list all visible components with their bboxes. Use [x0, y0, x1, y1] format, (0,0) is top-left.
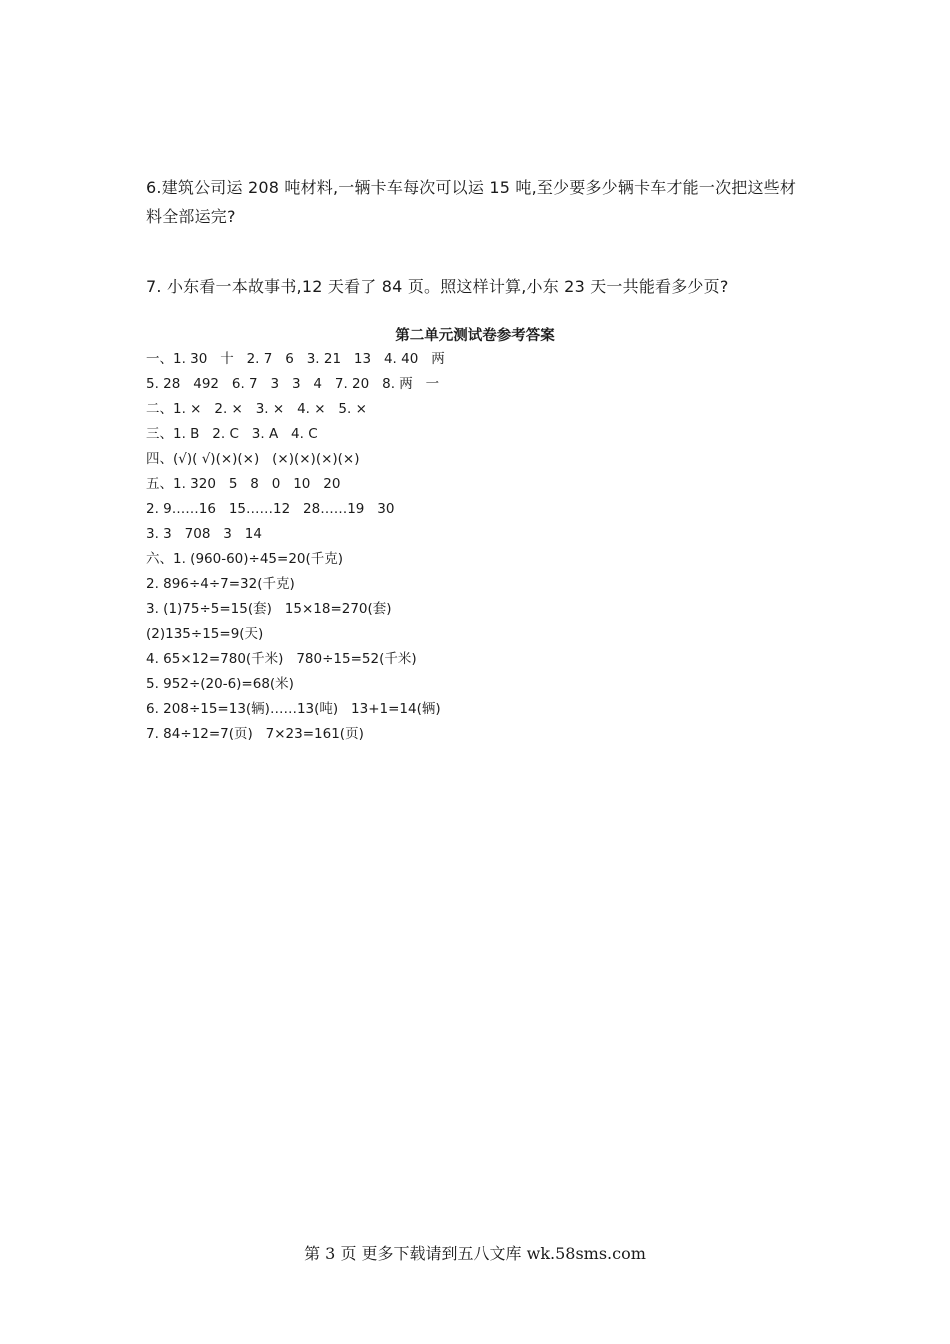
answer-line: 四、(√)( √)(×)(×) (×)(×)(×)(×)	[146, 451, 360, 467]
answer-line: 5. 952÷(20-6)=68(米)	[146, 676, 294, 692]
answer-line: 2. 896÷4÷7=32(千克)	[146, 576, 295, 592]
answer-line: 5. 28 492 6. 7 3 3 4 7. 20 8. 两 一	[146, 376, 440, 392]
answer-line: (2)135÷15=9(天)	[146, 626, 264, 642]
answer-line: 2. 9……16 15……12 28……19 30	[146, 501, 395, 517]
answer-line: 3. 3 708 3 14	[146, 526, 262, 542]
answer-line: 6. 208÷15=13(辆)……13(吨) 13+1=14(辆)	[146, 701, 441, 717]
answer-line: 3. (1)75÷5=15(套) 15×18=270(套)	[146, 601, 392, 617]
answer-line: 六、1. (960-60)÷45=20(千克)	[146, 551, 344, 567]
answer-line: 二、1. × 2. × 3. × 4. × 5. ×	[146, 401, 367, 417]
answer-line: 五、1. 320 5 8 0 10 20	[146, 476, 341, 492]
answer-line: 三、1. B 2. C 3. A 4. C	[146, 426, 318, 442]
answer-line: 4. 65×12=780(千米) 780÷15=52(千米)	[146, 651, 417, 667]
answer-key-list	[146, 347, 445, 747]
question-6: 6.建筑公司运 208 吨材料,一辆卡车每次可以运 15 吨,至少要多少辆卡车才能一次把这些材料全部运完?	[146, 178, 797, 226]
answer-key-title: 第二单元测试卷参考答案	[395, 328, 555, 344]
page-footer: 第 3 页 更多下载请到五八文库 wk.58sms.com	[304, 1244, 646, 1263]
answer-line: 一、1. 30 十 2. 7 6 3. 21 13 4. 40 两	[146, 351, 445, 367]
answer-line: 7. 84÷12=7(页) 7×23=161(页)	[146, 726, 364, 742]
question-7: 7. 小东看一本故事书,12 天看了 84 页。照这样计算,小东 23 天一共能看多少页?	[146, 277, 729, 296]
